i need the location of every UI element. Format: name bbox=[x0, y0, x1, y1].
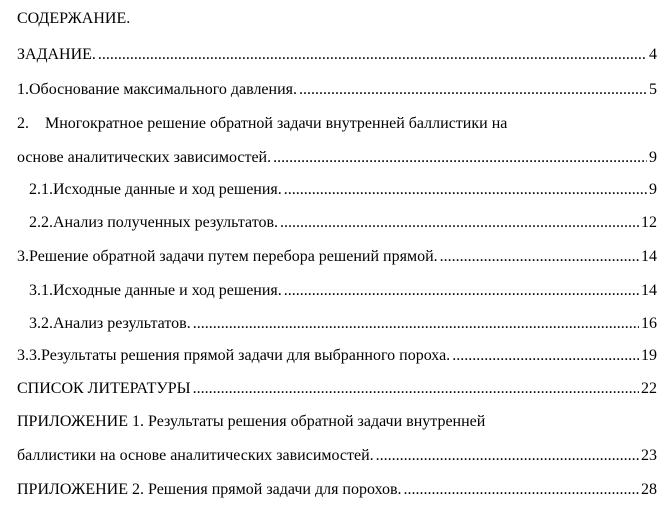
toc-entry-text: Анализ результатов. bbox=[53, 315, 191, 332]
toc-entry-number: 3. bbox=[17, 248, 29, 265]
toc-entry-zadanie[interactable] bbox=[0, 45, 666, 65]
toc-entry-appendix-1-line2[interactable] bbox=[0, 446, 666, 466]
toc-entry-text: Решение обратной задачи путем перебора решений прямой. bbox=[29, 248, 438, 265]
toc-page-number: 9 bbox=[649, 181, 657, 198]
toc-entry-text: основе аналитических зависимостей. bbox=[17, 149, 272, 166]
toc-page-number: 28 bbox=[641, 481, 657, 498]
dot-leader bbox=[273, 148, 647, 168]
toc-entry-text: баллистики на основе аналитических зависимостей. bbox=[17, 447, 374, 464]
toc-entry-text: ПРИЛОЖЕНИЕ 1. Результаты решения обратной задачи внутренней bbox=[17, 413, 486, 430]
toc-page-number: 4 bbox=[649, 46, 657, 63]
dot-leader bbox=[284, 281, 639, 301]
toc-entry-appendix-1-line1[interactable] bbox=[17, 412, 485, 432]
dot-leader bbox=[193, 314, 639, 334]
dot-leader bbox=[440, 247, 639, 267]
dot-leader bbox=[452, 346, 639, 366]
toc-entry-2-1[interactable] bbox=[0, 180, 666, 200]
toc-heading: СОДЕРЖАНИЕ. bbox=[17, 10, 131, 27]
toc-entry-text: Многократное решение обратной задачи внутренней баллистики на bbox=[45, 115, 508, 132]
toc-entry-number: 2.2. bbox=[29, 214, 53, 231]
toc-entry-number: 3.1. bbox=[29, 282, 53, 299]
toc-entry-text: ЗАДАНИЕ. bbox=[17, 46, 96, 63]
toc-entry-text: Обоснование максимального давления. bbox=[29, 81, 298, 98]
toc-entry-text: СПИСОК ЛИТЕРАТУРЫ bbox=[17, 380, 191, 397]
toc-entry-bibliography[interactable] bbox=[0, 379, 666, 399]
toc-entry-number: 1. bbox=[17, 81, 29, 98]
dot-leader bbox=[284, 180, 647, 200]
toc-page-number: 19 bbox=[641, 347, 657, 364]
dot-leader bbox=[299, 80, 647, 100]
toc-page-number: 16 bbox=[641, 315, 657, 332]
toc-page-number: 9 bbox=[649, 149, 657, 166]
toc-entry-1[interactable] bbox=[0, 80, 666, 100]
toc-page-number: 14 bbox=[641, 282, 657, 299]
toc-entry-text: ПРИЛОЖЕНИЕ 2. Решения прямой задачи для порохов. bbox=[17, 481, 402, 498]
toc-entry-2-line2[interactable] bbox=[0, 148, 666, 168]
toc-entry-number: 2. bbox=[17, 115, 29, 132]
toc-entry-3[interactable] bbox=[0, 247, 666, 267]
toc-entry-text: Исходные данные и ход решения. bbox=[53, 181, 282, 198]
toc-entry-3-1[interactable] bbox=[0, 281, 666, 301]
toc-page-number: 23 bbox=[641, 447, 657, 464]
toc-entry-number: 2.1. bbox=[29, 181, 53, 198]
toc-page-number: 22 bbox=[641, 380, 657, 397]
toc-entry-3-2[interactable] bbox=[0, 314, 666, 334]
dot-leader bbox=[193, 379, 639, 399]
dot-leader bbox=[280, 213, 639, 233]
toc-entry-2-line1[interactable] bbox=[17, 114, 507, 134]
toc-entry-appendix-2[interactable] bbox=[0, 480, 666, 500]
toc-page-number: 12 bbox=[641, 214, 657, 231]
toc-entry-number: 3.3. bbox=[17, 347, 41, 364]
toc-entry-2-2[interactable] bbox=[0, 213, 666, 233]
toc-entry-number: 3.2. bbox=[29, 315, 53, 332]
toc-entry-3-3[interactable] bbox=[0, 346, 666, 366]
toc-page-number: 14 bbox=[641, 248, 657, 265]
toc-entry-text: Исходные данные и ход решения. bbox=[53, 282, 282, 299]
toc-page-number: 5 bbox=[649, 81, 657, 98]
dot-leader bbox=[98, 45, 647, 65]
dot-leader bbox=[376, 446, 639, 466]
toc-entry-text: Анализ полученных результатов. bbox=[53, 214, 279, 231]
toc-entry-text: Результаты решения прямой задачи для выбранного пороха. bbox=[41, 347, 451, 364]
dot-leader bbox=[404, 480, 639, 500]
